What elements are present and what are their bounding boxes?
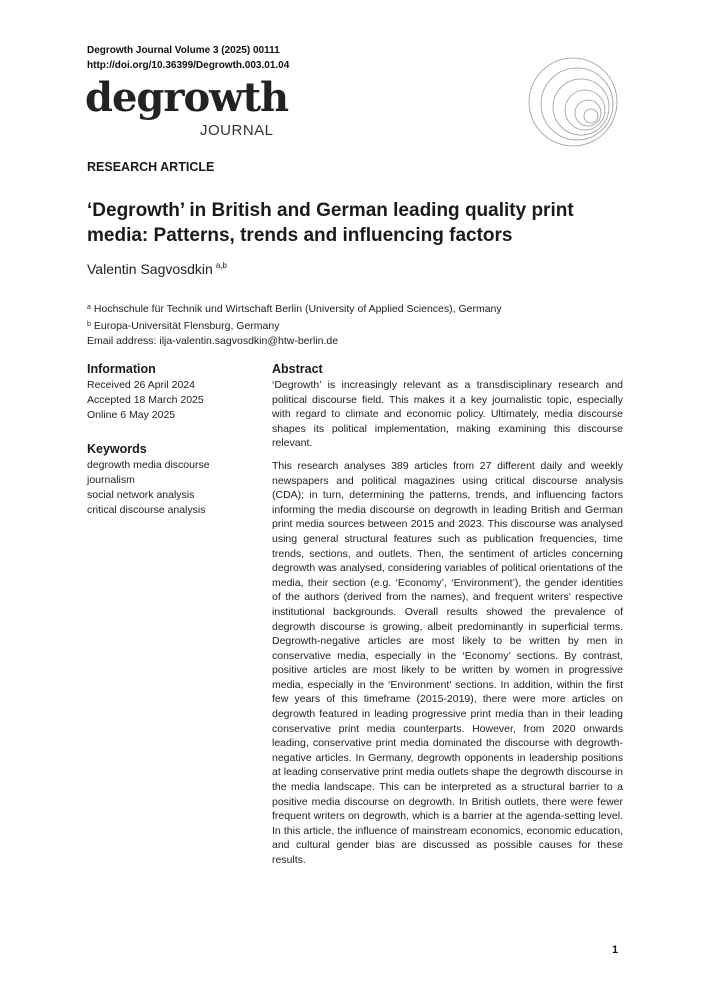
journal-header [87, 43, 289, 73]
journal-logo-subtitle: JOURNAL [200, 122, 274, 139]
affiliations [87, 300, 502, 349]
accepted-date: Accepted 18 March 2025 [87, 394, 204, 406]
author-name: Valentin Sagvosdkin [87, 261, 213, 277]
keyword-item: journalism [87, 474, 135, 486]
author [87, 261, 227, 277]
abstract-section [272, 361, 623, 868]
keyword-item: degrowth media discourse [87, 459, 210, 471]
online-date: Online 6 May 2025 [87, 409, 176, 421]
abstract-paragraph-2: This research analyses 389 articles from 27 different daily and weekly newspapers and political magazines using critical discourse analysis (CDA); in turn, determining the patterns, trends, and influencing factors informing the media discourse on degrowth in leading British and German print media sources between 2015 and 2023. This discourse was analysed using general structural features such as publication frequencies, time trends, sections, and outlets. Then, the sentiment of articles concerning degrowth was analysed, considering variables of political orientations of the media, their section (e.g. ‘Economy’, ‘Environment’), the gender identities of the authors (derived from the names), and frequent writers' respective institutional backgrounds. Overall results showed the prevalence of degrowth discourse is growing, albeit predominantly in superficial terms. Degrowth-negative articles are most likely to be written by men in conservative media, especially in the ‘Economy’ sections. By contrast, positive articles are most likely to be written by women in progressive media, especially in the ‘Environment’ sections. In addition, within the first few years of this timeframe (2015-2019), there were more articles on degrowth featured in leading progressive print media than in their leading conservative print media counterparts. However, from 2020 onwards leading, conservative print media dominated the discourse with degrowth-negative articles. In Germany, degrowth opponents in leadership positions at leading conservative print media outlets shape the degrowth discourse in the media landscape. This can be interpreted as a structural barrier to a positive media discourse on degrowth. In British outlets, there were fewer frequent writers on degrowth, which is a barrier at the agenda-setting level. In this article, the influence of mainstream economics, economic education, and cultural gender bias are discussed as possible causes for these results. [272, 459, 623, 866]
keyword-item: social network analysis [87, 489, 195, 501]
article-type: RESEARCH ARTICLE [87, 160, 215, 174]
article-title: ‘Degrowth’ in British and German leading quality print media: Patterns, trends and influencing factors [87, 200, 574, 246]
journal-logo-word: degrowth [85, 74, 289, 121]
affiliation-a: $^a$ Hochschule für Technik und Wirtschaft Berlin (University of Applied Sciences), Germany [87, 303, 502, 315]
doi-link[interactable]: http://doi.org/10.36399/Degrowth.003.01.04 [87, 60, 290, 71]
keywords-heading: Keywords [87, 442, 147, 456]
logo-circles-icon [515, 50, 625, 155]
keyword-item: critical discourse analysis [87, 504, 206, 516]
affiliation-b: $^b$ Europa-Universität Flensburg, Germany [87, 320, 280, 332]
abstract-heading: Abstract [272, 362, 323, 376]
information-heading: Information [87, 362, 156, 376]
author-affiliation-marks: a,b [215, 261, 227, 270]
abstract-paragraph-1: ‘Degrowth’ is increasingly relevant as a transdisciplinary research and political discourse field. This makes it a key journalistic topic, especially with regard to climate and economic policy. Ultimately, media discourse shapes its political implementation, making examining this discourse relevant. [272, 379, 623, 450]
page-number: 1 [612, 944, 619, 956]
journal-volume-line: Degrowth Journal Volume 3 (2025) 00111 [87, 45, 280, 56]
email-address[interactable]: Email address: ilja-valentin.sagvosdkin@htw-berlin.de [87, 335, 339, 347]
info-column [87, 361, 257, 518]
received-date: Received 26 April 2024 [87, 379, 195, 391]
